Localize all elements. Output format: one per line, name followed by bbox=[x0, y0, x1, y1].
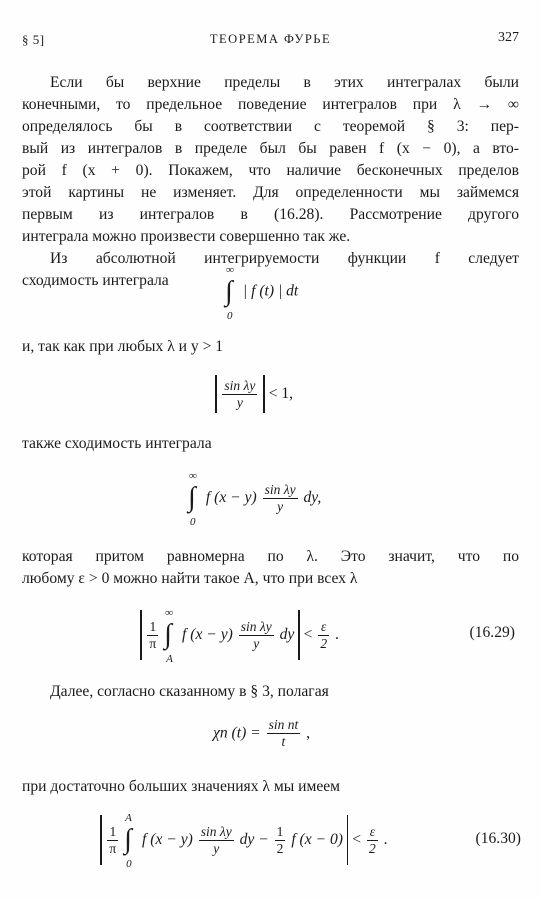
text-line: и, так как при любых λ и y > 1 bbox=[22, 338, 224, 355]
text-line: сходимость интеграла bbox=[22, 272, 169, 289]
text-line: определялось бы в соответствии с теоремой § 3: пер- bbox=[22, 118, 519, 135]
fraction: $\frac{\text{sin nt}}{t}$ bbox=[268, 717, 299, 749]
fraction: $\frac{\text{sin λy}}{y}$ bbox=[200, 823, 232, 856]
text-line: при достаточно больших значениях λ мы имеем bbox=[22, 778, 341, 795]
equation-number: (16.29) bbox=[469, 624, 515, 641]
integral-sign: A ∫ 0 bbox=[124, 812, 132, 870]
paragraph-5 bbox=[22, 546, 519, 590]
fraction: $\frac{1}{\pi}$ bbox=[149, 618, 157, 651]
fraction: $\frac{1}{\pi}$ bbox=[109, 823, 117, 856]
paragraph-7 bbox=[22, 776, 519, 798]
page-number: 327 bbox=[498, 30, 519, 45]
fraction: $\frac{1}{2}$ bbox=[276, 823, 284, 856]
text-line: также сходимость интеграла bbox=[22, 435, 212, 452]
formula-chi: χn (t) = $\frac{\text{sin nt}}{t}$ , bbox=[213, 717, 311, 749]
text-line: Из абсолютной интегрируемости функции f следует bbox=[50, 250, 519, 267]
formula-integral-shift: ∞ ∫ 0 f (x − y) $\frac{\text{sin λy}}{y}$ dy, bbox=[188, 470, 322, 528]
paragraph-3 bbox=[22, 336, 519, 358]
equation-number: (16.30) bbox=[475, 830, 521, 847]
fraction: $\frac{\text{sin λy}}{y}$ bbox=[264, 481, 296, 514]
page-header bbox=[22, 30, 519, 50]
formula-16-30: $\frac{1}{\pi}$ A ∫ 0 f (x − y) $\frac{\text{sin λy}}{y}$ dy − $\frac{1}{2}$ f (x − 0) < $\frac{\varepsilon}{2}$ . bbox=[100, 815, 388, 865]
running-title: ТЕОРЕМА ФУРЬЕ bbox=[209, 32, 332, 46]
text-line: Если бы верхние пределы в этих интегралах были bbox=[50, 74, 519, 91]
integral-sign: ∞ ∫ A bbox=[164, 607, 173, 665]
text-line: вый из интегралов в пределе был бы равен f (x − 0), а вто- bbox=[22, 140, 519, 157]
paragraph-4 bbox=[22, 433, 519, 455]
text-line: первым из интегралов в (16.28). Рассмотрение другого bbox=[22, 206, 519, 223]
integral-sign: ∞ ∫ 0 bbox=[188, 470, 197, 528]
paragraph-6 bbox=[22, 681, 519, 703]
text-line: любому ε > 0 можно найти такое A, что при всех λ bbox=[22, 570, 358, 587]
text-line: Далее, согласно сказанному в § 3, полагая bbox=[50, 683, 329, 700]
text-line: которая притом равномерна по λ. Это значит, что по bbox=[22, 548, 519, 565]
fraction: $\frac{\text{sin λy}}{y}$ bbox=[224, 377, 256, 410]
section-ref: § 5] bbox=[22, 32, 45, 47]
text-line: конечными, то предельное поведение интегралов при λ → ∞ bbox=[22, 96, 519, 113]
fraction: $\frac{\varepsilon}{2}$ bbox=[368, 823, 376, 856]
text-line: этой картины не изменяет. Для определенности мы займемся bbox=[22, 184, 519, 201]
integrand: | f (t) | dt bbox=[242, 282, 299, 300]
fraction: $\frac{\varepsilon}{2}$ bbox=[320, 618, 328, 651]
paragraph-1 bbox=[22, 72, 519, 248]
fraction: $\frac{\text{sin λy}}{y}$ bbox=[240, 618, 272, 651]
formula-sin-bound: $\frac{\text{sin λy}}{y}$ < 1, bbox=[215, 375, 293, 413]
formula-integral-abs bbox=[225, 264, 299, 322]
text-line: рой f (x + 0). Покажем, что наличие бесконечных пределов bbox=[22, 162, 519, 179]
integral-sign: ∞ ∫ 0 bbox=[225, 264, 234, 322]
formula-16-29: $\frac{1}{\pi}$ ∞ ∫ A f (x − y) $\frac{\text{sin λy}}{y}$ dy < $\frac{\varepsilon}{2}$ . bbox=[140, 610, 339, 660]
text-line: интеграла можно произвести совершенно так же. bbox=[22, 228, 351, 245]
